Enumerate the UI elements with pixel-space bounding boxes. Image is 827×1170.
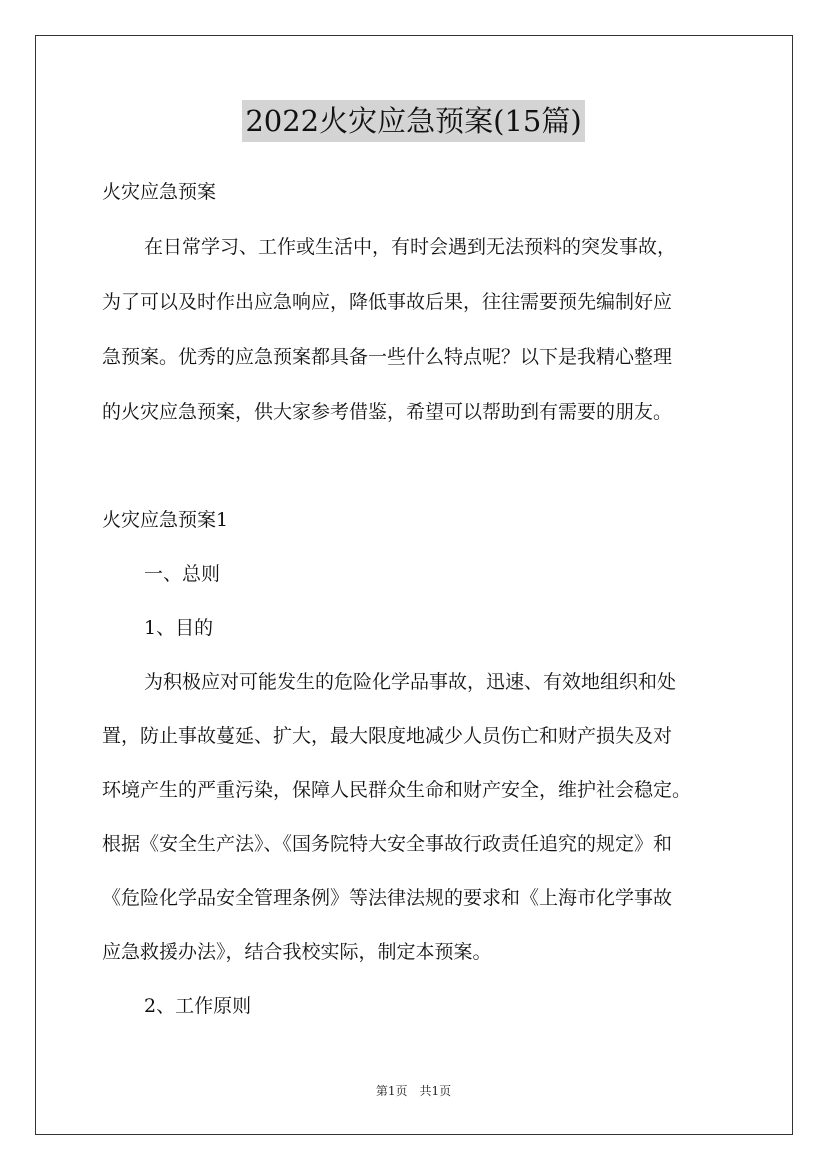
intro-paragraph-line: 急预案。优秀的应急预案都具备一些什么特点呢？以下是我精心整理 — [102, 346, 673, 368]
item-one-heading: 1、目的 — [144, 617, 214, 639]
purpose-paragraph-line: 应急救援办法》，结合我校实际，制定本预案。 — [102, 941, 492, 963]
title-container — [0, 100, 827, 142]
section-heading: 火灾应急预案1 — [102, 509, 229, 531]
purpose-paragraph-line: 为积极应对可能发生的危险化学品事故，迅速、有效地组织和处 — [144, 671, 677, 693]
intro-heading: 火灾应急预案 — [102, 181, 217, 203]
intro-paragraph-line: 为了可以及时作出应急响应，降低事故后果，往往需要预先编制好应 — [102, 291, 673, 313]
purpose-paragraph-line: 《危险化学品安全管理条例》等法律法规的要求和《上海市化学事故 — [102, 887, 673, 909]
section-one-heading: 一、总则 — [144, 563, 221, 585]
item-two-heading: 2、工作原则 — [144, 995, 252, 1017]
intro-paragraph-line: 的火灾应急预案，供大家参考借鉴，希望可以帮助到有需要的朋友。 — [102, 401, 673, 423]
intro-paragraph-line: 在日常学习、工作或生活中，有时会遇到无法预料的突发事故， — [144, 236, 677, 258]
page-number-footer: 第1页 共1页 — [375, 1084, 452, 1098]
purpose-paragraph-line: 置，防止事故蔓延、扩大，最大限度地减少人员伤亡和财产损失及对 — [102, 725, 673, 747]
purpose-paragraph-line: 环境产生的严重污染，保障人民群众生命和财产安全，维护社会稳定。 — [102, 779, 692, 801]
document-title: 2022火灾应急预案(15篇) — [242, 100, 584, 142]
purpose-paragraph-line: 根据《安全生产法》、《国务院特大安全事故行政责任追究的规定》和 — [102, 833, 673, 855]
